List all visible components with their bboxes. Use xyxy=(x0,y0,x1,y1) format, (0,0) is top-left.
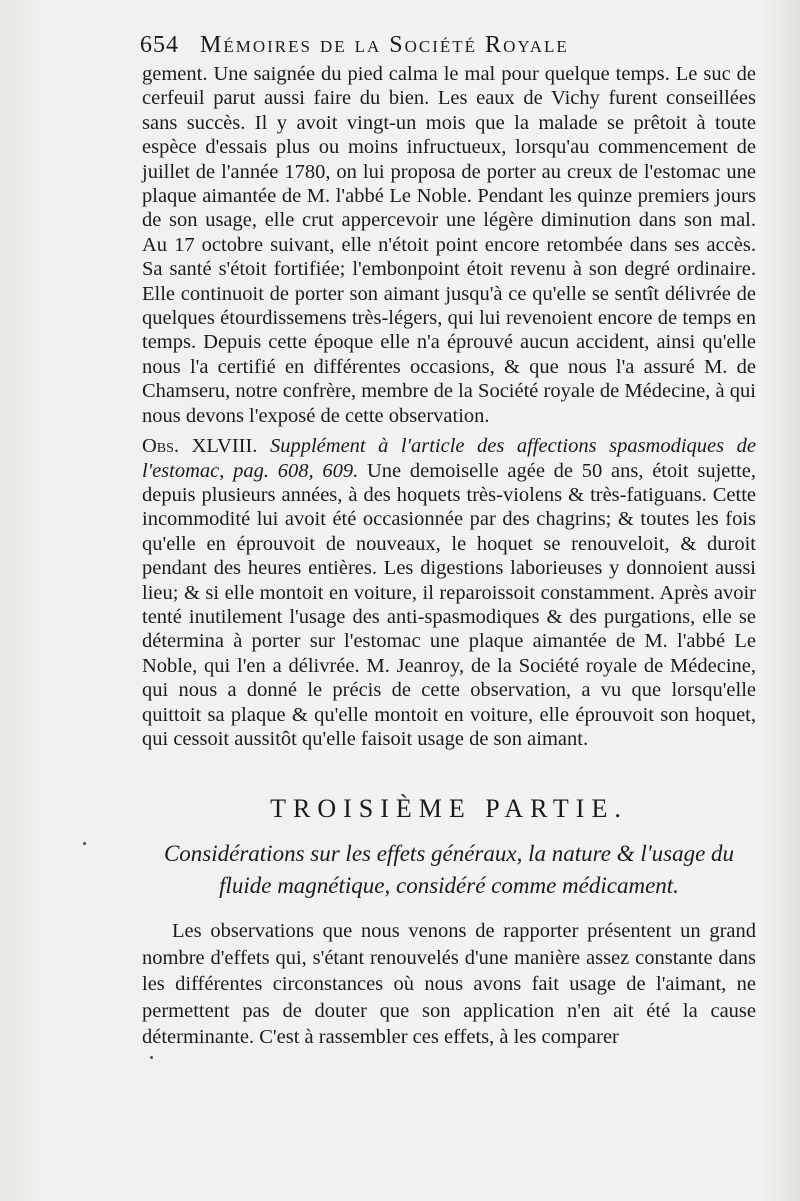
section-title: TROISIÈME PARTIE. xyxy=(270,794,628,823)
page-header xyxy=(140,32,700,59)
paragraph-observation xyxy=(142,434,756,751)
ink-speck xyxy=(150,1056,153,1059)
observation-text: Une demoiselle agée de 50 ans, étoit sujette, depuis plusieurs années, à des hoquets très-violens & très-fatiguans. Cette incommodité lui avoit été occasionnée par des chagrins; & toutes les fois qu'elle en éprouvoit de nouveaux, le hoquet se renouveloit, & duroit pendant des heures entières. Les digestions laborieuses y donnoient aussi lieu; & si elle montoit en voiture, il reparoissoit constamment. Après avoir tenté inutilement l'usage des anti-spasmodiques & des purgations, elle se détermina à porter sur l'estomac une plaque aimantée de M. l'abbé Le Noble, qui l'en a délivrée. M. Jeanroy, de la Société royale de Médecine, qui nous a donné le précis de cette observation, a vu que lorsqu'elle quittoit sa plaque & qu'elle montoit en voiture, elle éprouvoit son hoquet, qui cessoit aussitôt qu'elle faisoit usage de son aimant. xyxy=(142,459,756,750)
running-title: Mémoires de la Société Royale xyxy=(200,32,569,58)
ink-speck xyxy=(83,842,86,845)
paragraph-continuation: gement. Une saignée du pied calma le mal pour quelque temps. Le suc de cerfeuil parut aussi faire du bien. Les eaux de Vichy furent conseillées sans succès. Il y avoit vingt-un mois que la malade se prêtoit à toute espèce d'essais plus ou moins infructueux, lorsqu'au commencement de juillet de l'année 1780, on lui proposa de porter au creux de l'estomac une plaque aimantée de M. l'abbé Le Noble. Pendant les quinze premiers jours de son usage, elle crut appercevoir une légère diminution dans son mal. Au 17 octobre suivant, elle n'étoit point encore retombée dans ses accès. Sa santé s'étoit fortifiée; l'embonpoint étoit revenu à son degré ordinaire. Elle continuoit de porter son aimant jusqu'à ce qu'elle se sentît délivrée de quelques étourdissemens très-légers, qui lui revenoient encore de temps en temps. Depuis cette époque elle n'a éprouvé aucun accident, ainsi qu'elle nous l'a certifié en différentes occasions, & que nous l'a assuré M. de Chamseru, notre confrère, membre de la Société royale de Médecine, à qui nous devons l'exposé de cette observation. xyxy=(142,63,756,427)
main-text xyxy=(142,62,756,751)
page-number: 654 xyxy=(140,32,179,58)
closing-text xyxy=(142,918,756,1051)
paragraph-closing: Les observations que nous venons de rapporter présentent un grand nombre d'effets qui, s'étant renouvelés d'une manière assez constante dans les différentes circonstances où nous avons fait usage de l'aimant, ne permettent pas de douter que son application n'en ait été la cause déterminante. C'est à rassembler ces effets, à les comparer xyxy=(142,920,756,1048)
observation-reference: Supplément à l'article des affections spasmodiques de l'estomac, pag. 608, 609. xyxy=(142,435,756,482)
section-subtitle: Considérations sur les effets généraux, la nature & l'usage du fluide magnétique, considéré comme médicament. xyxy=(163,841,735,898)
observation-number: Obs. XLVIII. xyxy=(142,435,258,458)
